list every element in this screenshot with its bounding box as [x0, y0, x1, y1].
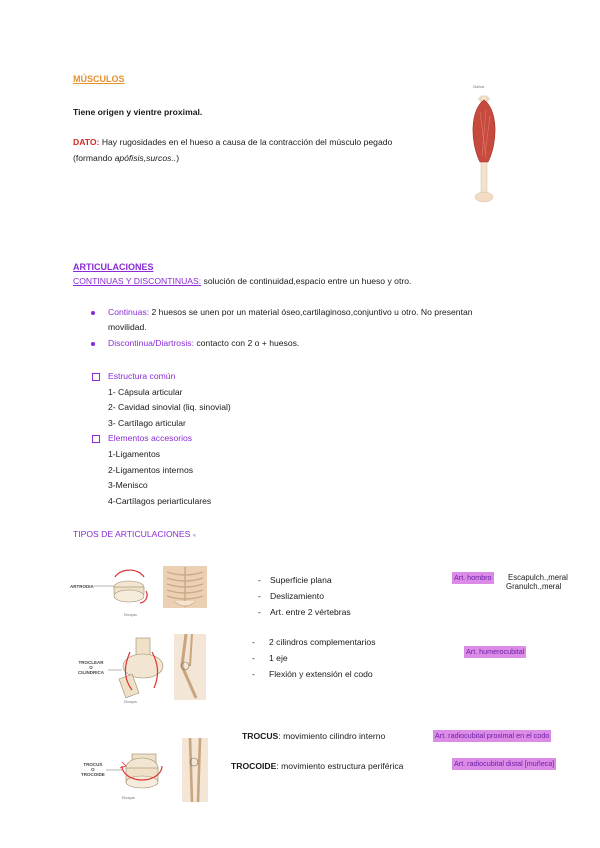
trocus-image	[78, 738, 218, 806]
artrodia-caption: Ebrayas	[124, 613, 137, 617]
troclear-caption: Ebrayas	[124, 700, 137, 704]
structure-checkbox[interactable]	[92, 373, 100, 381]
muscles-dato-line2: (formando apófisis,surcos..)	[73, 153, 180, 163]
muscles-origin-text: Tiene origen y vientre proximal.	[73, 107, 203, 117]
bullet-dot	[91, 311, 95, 315]
trocus-line: TROCUS: movimiento cilindro interno	[242, 731, 386, 741]
accessory-item: 3-Menisco	[108, 480, 148, 490]
structure-heading: Estructura común	[108, 371, 176, 381]
artrodia-label: ARTRODIA	[70, 584, 94, 589]
structure-item: 1- Cápsula articular	[108, 387, 183, 397]
troclear-point: 1 eje	[269, 653, 288, 663]
joints-subtitle-text: solución de continuidad,espacio entre un hueso y otro.	[203, 276, 412, 286]
accessory-checkbox[interactable]	[92, 435, 100, 443]
dash-marker: -	[258, 607, 261, 617]
trocus-figure	[78, 738, 218, 806]
structure-item: 2- Cavidad sinovial (liq. sinovial)	[108, 402, 231, 412]
accessory-item: 2-Ligamentos internos	[108, 465, 194, 475]
trocus-highlight: Art. radiocubital proximal en el codo	[435, 731, 550, 740]
artrodia-point: Deslizamiento	[270, 591, 324, 601]
trocus-label: TROCUS O TROCOIDE	[81, 762, 105, 777]
structure-item: 3- Cartílago articular	[108, 418, 186, 428]
muscle-bone-image	[462, 82, 507, 208]
accessory-item: 1-Ligamentos	[108, 449, 161, 459]
types-title: TIPOS DE ARTICULACIONES «	[73, 529, 197, 539]
dash-marker: -	[252, 669, 255, 679]
troclear-figure	[70, 630, 210, 708]
trocoide-highlight: Art. radiocubital distal [muñeca]	[454, 759, 555, 768]
joints-subtitle-label: CONTINUAS Y DISCONTINUAS:	[73, 276, 202, 286]
accessory-heading: Elementos accesorios	[108, 433, 193, 443]
link-arrow-icon: «	[192, 533, 197, 539]
dato-text: Hay rugosidades en el hueso a causa de la contracción del músculo pegado	[101, 137, 393, 147]
artrodia-figure	[70, 565, 210, 620]
muscle-figure-label: Diafisis	[473, 85, 485, 89]
artrodia-point: Art. entre 2 vértebras	[270, 607, 351, 617]
dato-italic: apófisis,surcos..	[114, 153, 177, 163]
troclear-point: Flexión y extensión el codo	[269, 669, 373, 679]
troclear-image	[70, 630, 210, 708]
dash-marker: -	[258, 591, 261, 601]
joints-title: ARTICULACIONES	[73, 262, 154, 272]
trocus-caption: Ebrayas	[122, 796, 135, 800]
troclear-highlight: Art. humerocubital	[466, 647, 525, 656]
bullet-continuas-line2: movilidad.	[108, 322, 147, 332]
muscles-dato-line	[73, 137, 392, 148]
dato-label: DATO:	[73, 137, 100, 147]
dash-marker: -	[252, 653, 255, 663]
muscle-figure	[462, 82, 507, 208]
joints-subtitle	[73, 276, 411, 287]
dash-marker: -	[252, 637, 255, 647]
bullet-discontinua: Discontinua/Diartrosis: contacto con 2 o + huesos.	[108, 338, 300, 348]
artrodia-note1: Escapulch.,meral	[508, 573, 568, 582]
muscles-title: MÚSCULOS	[73, 74, 125, 84]
accessory-item: 4-Cartílagos periarticulares	[108, 496, 212, 506]
troclear-label: TROCLEAR O CILÍNDRICA	[78, 660, 104, 675]
dash-marker: -	[258, 575, 261, 585]
bullet-dot	[91, 342, 95, 346]
artrodia-point: Superficie plana	[270, 575, 332, 585]
trocoide-line: TROCOIDE: movimiento estructura periférica	[231, 761, 404, 771]
bullet-continuas: Continuas: 2 huesos se unen por un material óseo,cartilaginoso,conjuntivo u otro. No presentan	[108, 307, 473, 317]
artrodia-highlight: Art. hombro	[454, 573, 492, 582]
troclear-point: 2 cilindros complementarios	[269, 637, 376, 647]
artrodia-image	[70, 565, 210, 620]
artrodia-note2: Granulch.,meral	[506, 582, 562, 591]
